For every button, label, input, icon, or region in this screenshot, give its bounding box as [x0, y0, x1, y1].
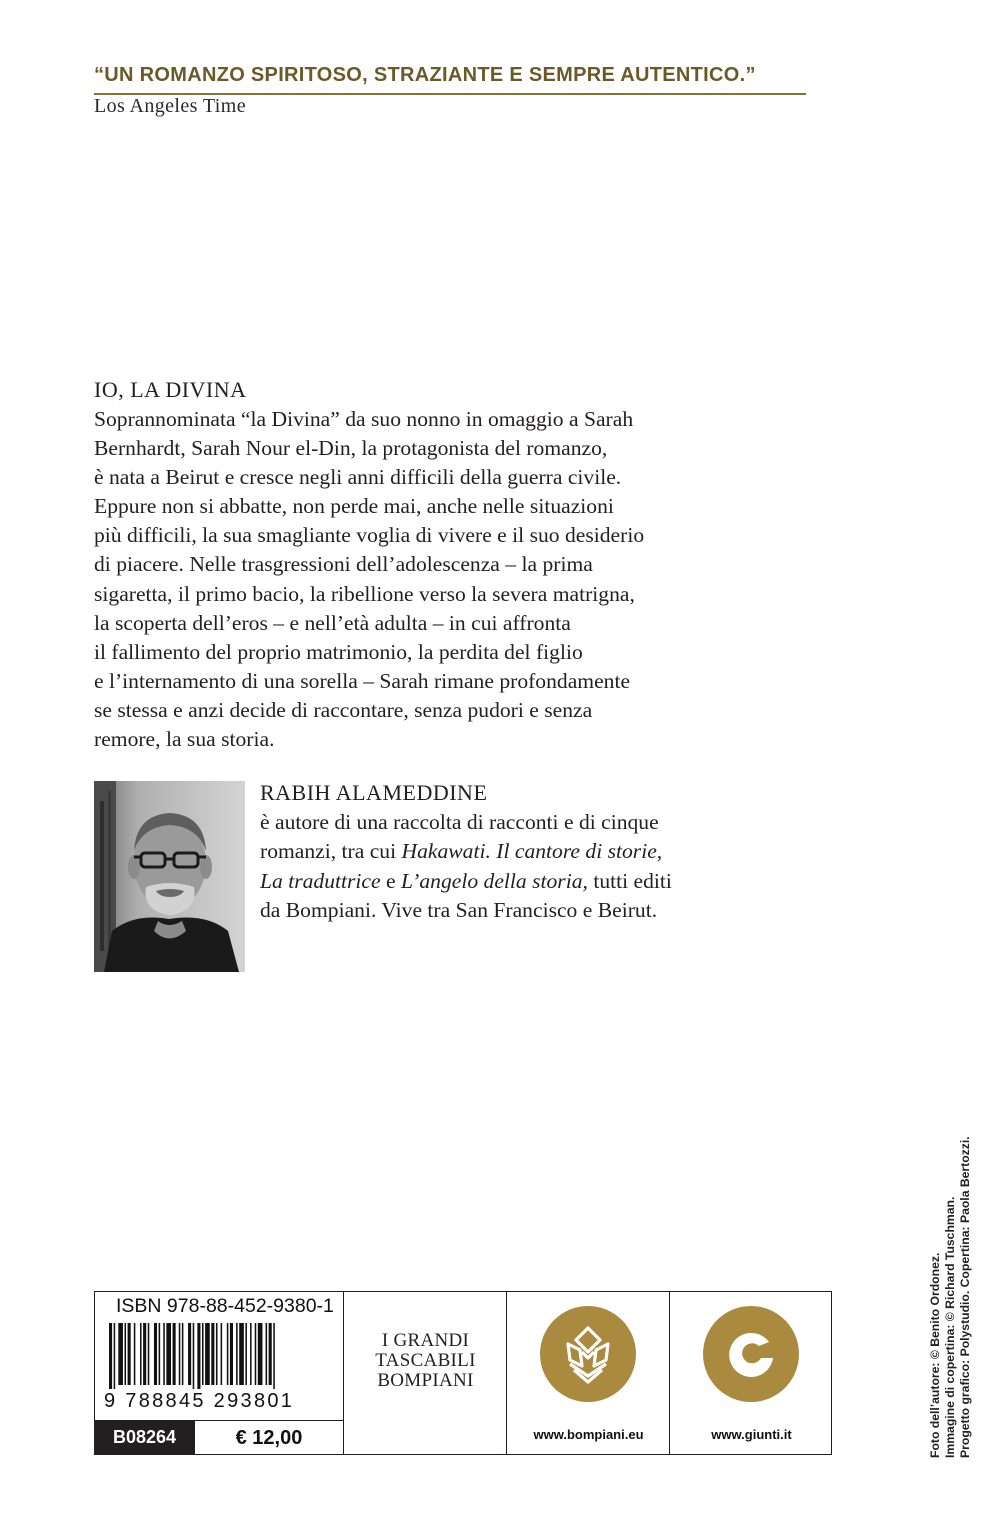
author-bio-text: romanzi, tra cui [260, 839, 402, 864]
barcode-bar [118, 1323, 123, 1385]
book-title-hakawati: Hakawati. Il cantore di storie, [401, 839, 663, 864]
credits-text [928, 1128, 973, 1458]
barcode-bar [266, 1323, 268, 1385]
synopsis-line: il fallimento del proprio matrimonio, la perdita del figlio [94, 639, 583, 664]
giunti-cell [669, 1292, 833, 1454]
author-portrait-image [94, 781, 245, 972]
author-name: RABIH ALAMEDDINE [260, 780, 488, 805]
synopsis-line: se stessa e anzi decide di raccontare, senza pudori e senza [94, 697, 593, 722]
barcode-bar [173, 1323, 176, 1385]
barcode-bar [188, 1323, 191, 1385]
giunti-url[interactable]: www.giunti.it [711, 1427, 792, 1442]
barcode-bar [255, 1323, 257, 1385]
synopsis-line: e l’internamento di una sorella – Sarah rimane profondamente [94, 668, 631, 693]
giunti-spiral-icon [703, 1306, 799, 1402]
barcode-bar [269, 1323, 272, 1385]
series-name-line: BOMPIANI [377, 1370, 474, 1391]
series-name-line: I GRANDI [381, 1330, 470, 1351]
bompiani-logo-icon [540, 1306, 636, 1402]
barcode-bar [239, 1323, 244, 1385]
barcode-bar [193, 1323, 195, 1389]
barcode-bar [227, 1323, 229, 1385]
credit-line: Foto dell’autore: © Benito Ordonez. [928, 1252, 942, 1458]
barcode-cell [95, 1292, 343, 1454]
author-bio [260, 808, 820, 925]
barcode-bar [134, 1323, 136, 1385]
barcode-bar [182, 1323, 184, 1385]
barcode-panel [94, 1291, 832, 1455]
book-title: IO, LA DIVINA [94, 377, 247, 402]
isbn-label: ISBN 978-88-452-9380-1 [116, 1295, 334, 1317]
barcode-bar [148, 1323, 150, 1385]
credit-line: Progetto grafico: Polystudio. Copertina: Paola Bertozzi. [958, 1136, 972, 1458]
barcode-bar [216, 1323, 218, 1385]
barcode-bar [166, 1323, 171, 1385]
author-bio-text: tutti editi [587, 868, 672, 893]
synopsis-line: Bernhardt, Sarah Nour el-Din, la protagonista del romanzo, [94, 436, 608, 461]
synopsis-line: Eppure non si abbatte, non perde mai, anche nelle situazioni [94, 494, 614, 519]
book-title-angelo: L’angelo della storia, [400, 868, 588, 893]
barcode-bar [258, 1323, 263, 1385]
synopsis-line: remore, la sua storia. [94, 727, 275, 752]
barcode-bar [114, 1323, 116, 1389]
series-name-line: TASCABILI [375, 1350, 476, 1371]
barcode-bar [236, 1323, 238, 1385]
book-title-la-traduttrice: La traduttrice [260, 868, 381, 893]
barcode-bar [125, 1323, 127, 1385]
synopsis-line: è nata a Beirut e cresce negli anni difficili della guerra civile. [94, 465, 622, 490]
barcode-bar [205, 1323, 210, 1385]
series-name [344, 1331, 507, 1391]
barcode-bar [202, 1323, 204, 1385]
author-photo [94, 781, 245, 972]
synopsis [94, 405, 794, 754]
bompiani-cell [506, 1292, 670, 1454]
quote-source: Los Angeles Time [94, 95, 246, 117]
giunti-logo-icon [703, 1306, 799, 1402]
synopsis-line: Soprannominata “la Divina” da suo nonno in omaggio a Sarah [94, 407, 634, 431]
barcode-bar [128, 1323, 131, 1385]
synopsis-line: sigaretta, il primo bacio, la ribellione verso la severa matrigna, [94, 581, 635, 606]
synopsis-line: la scoperta dell’eros – e nell’età adulta – in cui affronta [94, 610, 571, 635]
barcode-bar [179, 1323, 181, 1385]
barcode-bar [197, 1323, 200, 1389]
barcode-bar [140, 1323, 142, 1385]
barcode-digits: 9 788845 293801 [104, 1390, 295, 1412]
author-bio-line [260, 867, 820, 896]
synopsis-line: più difficili, la sua smagliante voglia di vivere e il suo desiderio [94, 523, 645, 548]
barcode-bar [211, 1323, 214, 1385]
barcode-bar [230, 1323, 233, 1385]
barcode-bar [163, 1323, 165, 1385]
barcode-bar [273, 1323, 275, 1389]
cover-quote: “UN ROMANZO SPIRITOSO, STRAZIANTE E SEMPRE AUTENTICO.” [94, 64, 756, 86]
barcode-bar [159, 1323, 161, 1385]
barcode-bar [250, 1323, 252, 1385]
barcode-bar [143, 1323, 146, 1385]
author-bio-text: e [380, 868, 401, 893]
credits-vertical [928, 1128, 988, 1458]
author-bio-line [260, 837, 820, 866]
credit-line: Immagine di copertina: © Richard Tuschman. [943, 1196, 957, 1458]
barcode-bar [109, 1323, 112, 1389]
author-bio-line: da Bompiani. Vive tra San Francisco e Beirut. [260, 897, 658, 922]
price: € 12,00 [194, 1420, 343, 1455]
barcode-bar [154, 1323, 157, 1385]
barcode-bar [221, 1323, 223, 1385]
bompiani-flower-icon [540, 1306, 636, 1402]
author-bio-line: è autore di una raccolta di racconti e di cinque [260, 810, 659, 834]
bompiani-url[interactable]: www.bompiani.eu [533, 1427, 644, 1442]
barcode-icon [109, 1323, 333, 1389]
series-cell [343, 1292, 507, 1454]
synopsis-line: di piacere. Nelle trasgressioni dell’adolescenza – la prima [94, 552, 593, 577]
product-code: B08264 [95, 1420, 194, 1455]
barcode-bar [245, 1323, 247, 1385]
